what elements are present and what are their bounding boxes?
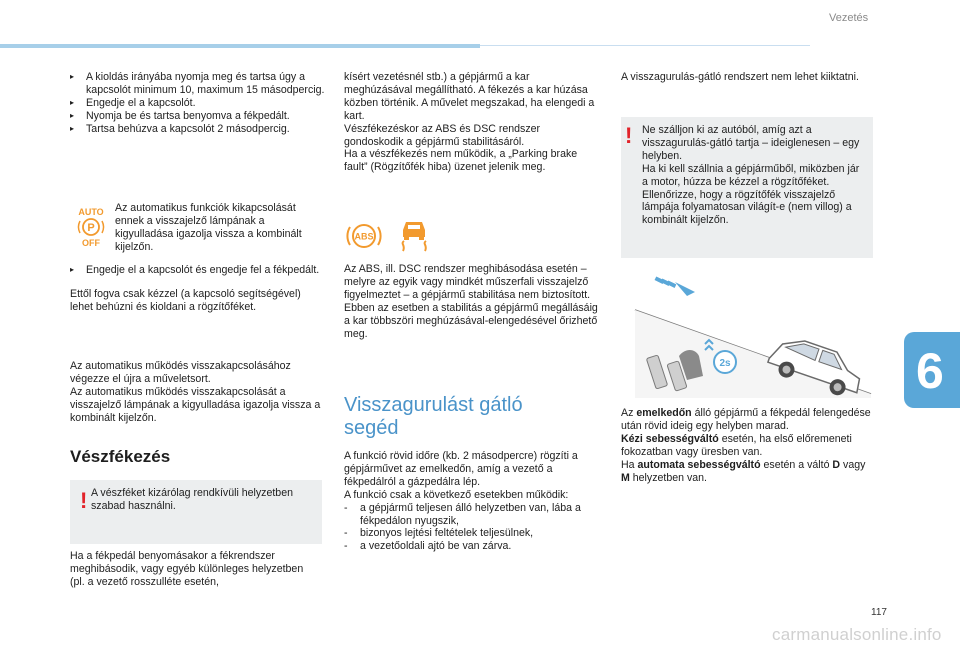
- bullet-item: ▸ Nyomja be és tartsa benyomva a fékpedált.: [70, 110, 328, 123]
- svg-text:AUTO: AUTO: [78, 207, 104, 217]
- col3-conditions: [621, 407, 873, 484]
- heading-visszagurulas: Visszagurulást gátló segéd: [344, 394, 523, 439]
- abs-icon: [344, 219, 384, 253]
- para-line: Az emelkedőn álló gépjármű a fékpedál felengedése után rövid ideig egy helyben marad.: [621, 407, 871, 432]
- dash-item: - a vezetőoldali ajtó be van zárva.: [344, 540, 512, 553]
- para-line: Az ABS, ill. DSC rendszer meghibásodása esetén – melyre az egyik vagy mindkét műszerfali visszajelző figyelmeztet – a gépjármű stabilitása nem biztosított.: [344, 263, 591, 301]
- auto-p-off-icon: [74, 206, 108, 248]
- header-bar: [0, 44, 480, 48]
- col1-para3: Ha a fékpedál benyomásakor a fékrendszer meghibásodik, vagy egyéb különleges helyzetben (pl. a vezető rosszulléte esetén,: [70, 550, 304, 588]
- warning-icon: !: [80, 488, 88, 513]
- col2-para3: [344, 450, 602, 553]
- svg-text:P: P: [87, 222, 95, 234]
- header-bar-thin: [480, 45, 810, 46]
- col1-para2: [70, 360, 328, 425]
- bullet-item: ▸ Engedje el a kapcsolót és engedje fel a fékpedált.: [70, 264, 320, 277]
- para-line: Ha automata sebességváltó esetén a váltó D vagy M helyzetben van.: [621, 458, 866, 484]
- para-line: kísért vezetésnél stb.) a gépjármű a kar meghúzásával megállítható. A fékezés a kar húzása közben történik. A művelet megszakad, ha elengedi a kart.: [344, 71, 595, 122]
- bullet-item: ▸ A kioldás irányába nyomja meg és tartsa úgy a kapcsolót minimum 10, maximum 15 másodpercig.: [70, 71, 328, 97]
- para-line: Ha ki kell szállnia a gépjárműből, miközben jár a motor, húzza be kézzel a rögzítőféket. Ellenőrizze, hogy a rögzítőfék visszajelző lámpája folyamatosan világít-e (nem villog) a kombinált kijelzőn.: [642, 162, 860, 227]
- chapter-number: 6: [916, 343, 944, 399]
- para-line: A funkció csak a következő esetekben működik:: [344, 488, 569, 501]
- warning-text: [642, 124, 868, 227]
- dash-item-text: a vezetőoldali ajtó be van zárva.: [360, 540, 512, 553]
- para-line: Vészfékezéskor az ABS és DSC rendszer gondoskodik a gépjármű stabilitásáról.: [344, 122, 541, 148]
- warning-box: [70, 480, 322, 544]
- warning-icon: !: [625, 123, 633, 148]
- para-line: Ne szálljon ki az autóból, amíg azt a visszagurulás-gátló tartja – ideiglenesen – egy helyben.: [642, 124, 860, 162]
- time-label: 2s: [719, 358, 731, 369]
- col3-intro: A visszagurulás-gátló rendszert nem lehet kiiktatni.: [621, 71, 859, 83]
- dash-item-text: bizonyos lejtési feltételek teljesülnek,: [360, 527, 534, 540]
- watermark: carmanualsonline.info: [772, 625, 942, 644]
- col2-para2: [344, 263, 600, 340]
- page-number: 117: [871, 607, 887, 618]
- para-line: Kézi sebességváltó esetén, ha első előremeneti fokozatban vagy üresben van.: [621, 432, 852, 458]
- heading-veszfekezes: Vészfékezés: [70, 447, 171, 466]
- warning-text: A vészféket kizárólag rendkívüli helyzetben szabad használni.: [91, 487, 293, 512]
- para-line: Az automatikus működés visszakapcsolását a visszajelző lámpának a kigyulladása igazolja vissza a kombinált kijelzőn.: [70, 385, 321, 424]
- auto-off-text: Az automatikus funkciók kikapcsolását ennek a visszajelző lámpának a kigyulladása igazolja vissza a kombinált kijelzőn.: [115, 202, 302, 253]
- bullet-item: ▸ Engedje el a kapcsolót.: [70, 97, 328, 110]
- warning-box: [621, 117, 873, 258]
- svg-text:OFF: OFF: [82, 238, 100, 248]
- abs-label: ABS: [354, 231, 374, 242]
- bullet-item: ▸ Tartsa behúzva a kapcsolót 2 másodpercig.: [70, 123, 328, 136]
- chapter-tab: [904, 332, 960, 408]
- dash-item: - a gépjármű teljesen álló helyzetben van, lába a fékpedálon nyugszik,: [344, 501, 581, 527]
- section-title: Vezetés: [829, 12, 869, 24]
- col1-bullets: [70, 71, 328, 136]
- dash-item: - bizonyos lejtési feltételek teljesülnek,: [344, 527, 534, 540]
- col1-para1: Ettől fogva csak kézzel (a kapcsoló segítségével) lehet behúzni és kioldani a rögzítőféket.: [70, 288, 301, 313]
- dash-item-text: a gépjármű teljesen álló helyzetben van, lába a fékpedálon nyugszik,: [360, 501, 581, 527]
- para-line: Az automatikus működés visszakapcsolásához végezze el újra a műveletsort.: [70, 360, 291, 385]
- hill-start-illustration: [621, 270, 873, 398]
- para-line: A funkció rövid időre (kb. 2 másodpercre) rögzíti a gépjárművet az emelkedőn, amíg a vezető a fékpedálról a gázpedálra lép.: [344, 450, 578, 488]
- dsc-skid-icon: [394, 214, 434, 254]
- para-line: Ha a vészfékezés nem működik, a „Parking brake fault” (Rögzítőfék hiba) üzenet jelenik meg.: [344, 148, 578, 174]
- release-bullet: [70, 264, 320, 277]
- col2-para1: [344, 71, 600, 174]
- para-line: Ebben az esetben a stabilitás a gépjármű megállásáig a kar többszöri meghúzásával-elengedésével őrizhető meg.: [344, 301, 598, 340]
